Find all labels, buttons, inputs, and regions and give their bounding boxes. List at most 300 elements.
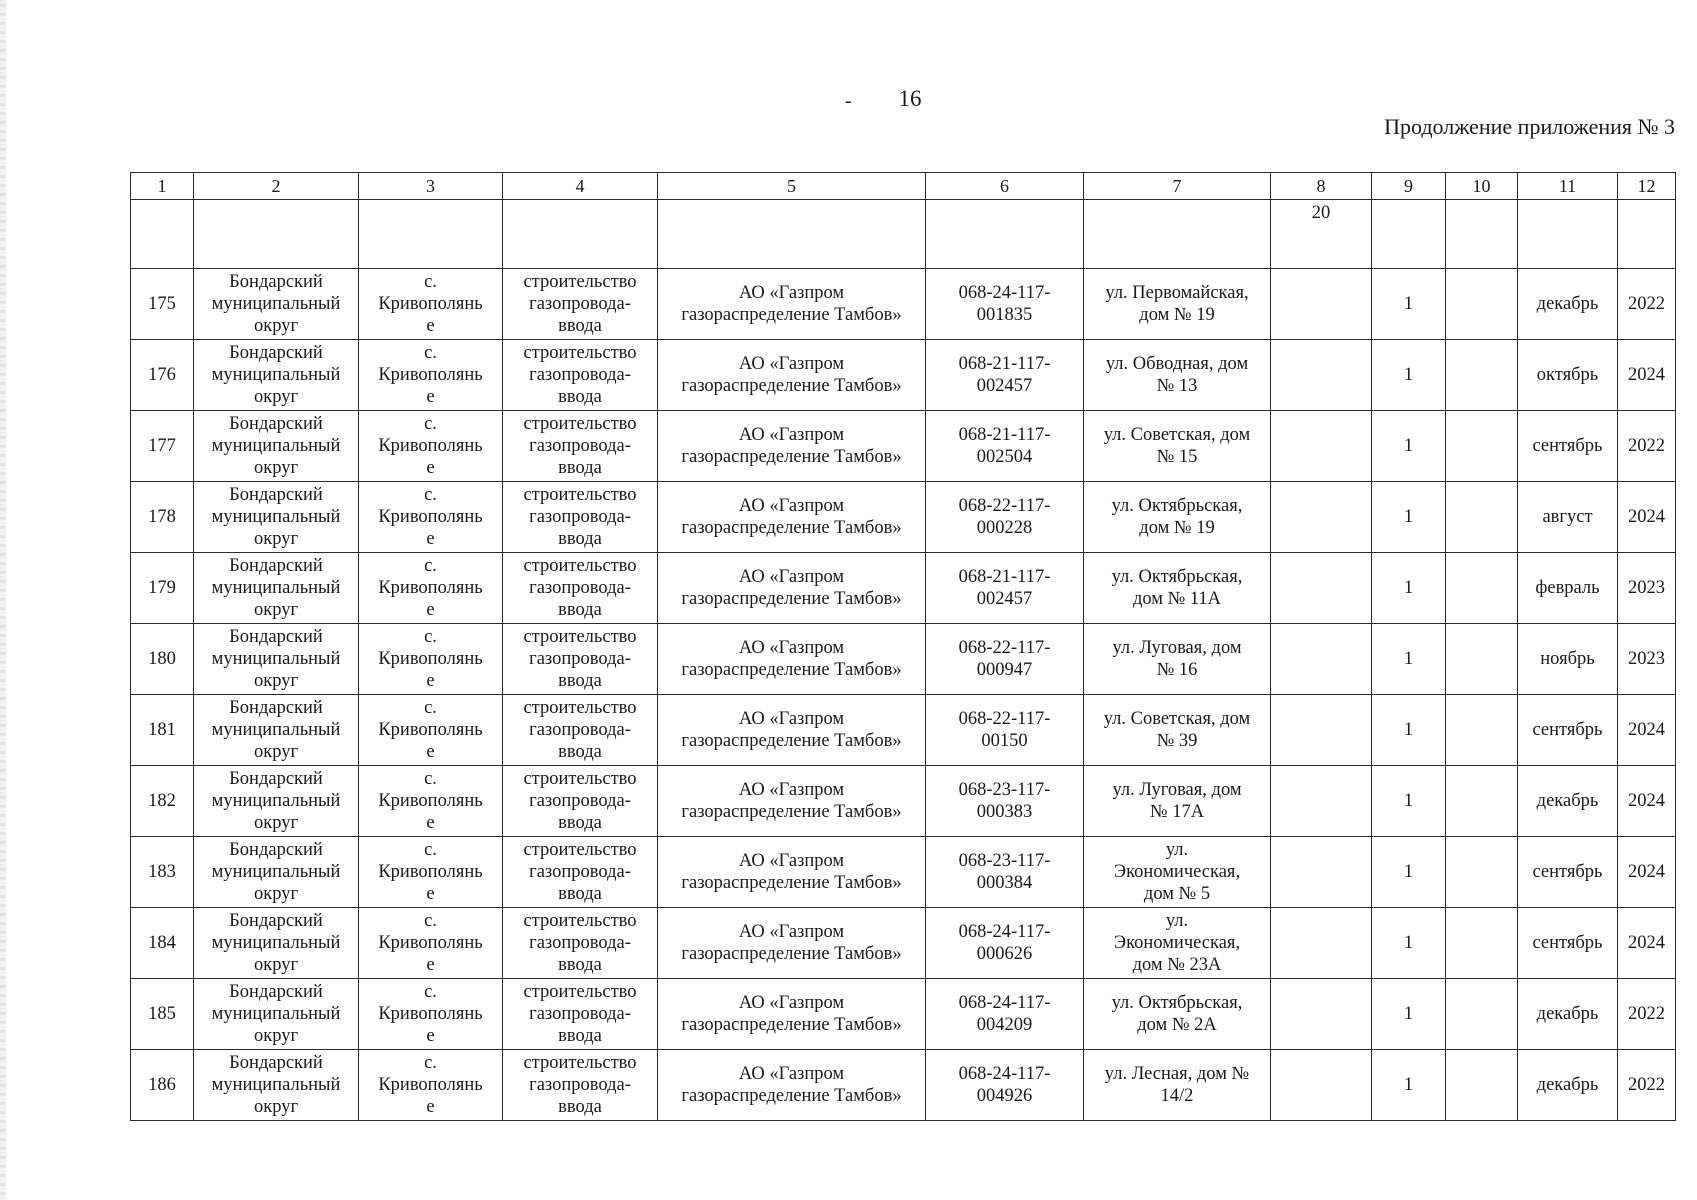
org-cell bbox=[658, 766, 926, 837]
cell-line: с. bbox=[424, 840, 437, 860]
cell-line: муниципальный bbox=[211, 578, 341, 598]
cell-line: Бондарский bbox=[229, 556, 323, 576]
cell-line: 004926 bbox=[976, 1086, 1033, 1106]
cell-line: строительство bbox=[523, 911, 637, 931]
cell-line: муниципальный bbox=[211, 436, 341, 456]
cell-line: строительство bbox=[523, 1053, 637, 1073]
cell-line: Кривополянь bbox=[378, 1004, 483, 1024]
cell-line: округ bbox=[253, 813, 299, 833]
village-cell bbox=[359, 979, 503, 1050]
cell-text: 2022 bbox=[1628, 1075, 1665, 1095]
cell-line: муниципальный bbox=[211, 649, 341, 669]
cell-line: с. bbox=[424, 698, 437, 718]
code-cell bbox=[926, 1050, 1084, 1121]
cell-text: декабрь bbox=[1536, 1075, 1599, 1095]
empty-cell bbox=[1271, 695, 1372, 766]
cell-text: сентябрь bbox=[1532, 933, 1603, 953]
month-cell bbox=[1518, 340, 1618, 411]
address-cell bbox=[1084, 340, 1271, 411]
cell-line: Бондарский bbox=[229, 485, 323, 505]
cell-line: газораспределение Тамбов» bbox=[681, 376, 902, 396]
month-cell bbox=[1518, 624, 1618, 695]
cell-text: 1 bbox=[1403, 720, 1414, 740]
work-cell bbox=[503, 269, 658, 340]
cell-line: газораспределение Тамбов» bbox=[681, 518, 902, 538]
cell-line: Бондарский bbox=[229, 343, 323, 363]
cell-line: муниципальный bbox=[211, 720, 341, 740]
cell-line: № 15 bbox=[1156, 447, 1198, 467]
address-cell bbox=[1084, 411, 1271, 482]
cell-line: № 13 bbox=[1156, 376, 1198, 396]
qty-cell bbox=[1372, 695, 1446, 766]
cell-line: с. bbox=[424, 414, 437, 434]
month-cell bbox=[1518, 411, 1618, 482]
empty-cell bbox=[1271, 340, 1372, 411]
empty-cell bbox=[1446, 411, 1518, 482]
work-cell bbox=[503, 340, 658, 411]
cell-line: № 39 bbox=[1156, 731, 1198, 751]
org-cell bbox=[658, 837, 926, 908]
num-cell bbox=[131, 269, 194, 340]
cell-line: 001835 bbox=[976, 305, 1033, 325]
cell-line: муниципальный bbox=[211, 507, 341, 527]
table-row bbox=[131, 979, 1676, 1050]
cell-line: 068-24-117- bbox=[958, 283, 1051, 303]
table-cell bbox=[1271, 200, 1372, 269]
cell-line: АО «Газпром bbox=[738, 709, 845, 729]
cell-line: ул. Обводная, дом bbox=[1105, 354, 1249, 374]
spacer-row bbox=[131, 200, 1676, 269]
cell-text: 181 bbox=[148, 720, 176, 740]
month-cell bbox=[1518, 553, 1618, 624]
work-cell bbox=[503, 1050, 658, 1121]
column-header: 6 bbox=[926, 173, 1084, 200]
cell-line: е bbox=[426, 955, 435, 975]
cell-line: газораспределение Тамбов» bbox=[681, 589, 902, 609]
cell-line: 000947 bbox=[976, 660, 1033, 680]
cell-line: е bbox=[426, 600, 435, 620]
cell-line: АО «Газпром bbox=[738, 1064, 845, 1084]
table-cell bbox=[503, 200, 658, 269]
empty-cell bbox=[1446, 979, 1518, 1050]
village-cell bbox=[359, 624, 503, 695]
table-row bbox=[131, 908, 1676, 979]
num-cell bbox=[131, 837, 194, 908]
cell-line: ввода bbox=[558, 600, 602, 620]
cell-text: 183 bbox=[148, 862, 176, 882]
table-row bbox=[131, 340, 1676, 411]
district-cell bbox=[194, 837, 359, 908]
cell-line: 068-22-117- bbox=[958, 709, 1051, 729]
cell-line: Кривополянь bbox=[378, 1075, 483, 1095]
cell-line: округ bbox=[253, 742, 299, 762]
month-cell bbox=[1518, 837, 1618, 908]
empty-cell bbox=[1446, 1050, 1518, 1121]
cell-line: е bbox=[426, 1026, 435, 1046]
cell-line: муниципальный bbox=[211, 294, 341, 314]
qty-cell bbox=[1372, 766, 1446, 837]
cell-line: е bbox=[426, 813, 435, 833]
cell-line: Кривополянь bbox=[378, 365, 483, 385]
table-cell bbox=[359, 200, 503, 269]
cell-line: строительство bbox=[523, 769, 637, 789]
cell-line: с. bbox=[424, 343, 437, 363]
scan-edge bbox=[0, 0, 6, 1200]
cell-line: газопровода- bbox=[529, 436, 631, 456]
cell-line: Кривополянь bbox=[378, 862, 483, 882]
empty-cell bbox=[1271, 624, 1372, 695]
page-mark: - bbox=[845, 90, 852, 112]
address-cell bbox=[1084, 837, 1271, 908]
code-cell bbox=[926, 908, 1084, 979]
cell-line: 068-24-117- bbox=[958, 1064, 1051, 1084]
empty-cell bbox=[1446, 553, 1518, 624]
cell-text: 1 bbox=[1403, 365, 1414, 385]
cell-line: е bbox=[426, 316, 435, 336]
cell-line: 068-21-117- bbox=[958, 354, 1051, 374]
rows-body bbox=[131, 269, 1676, 1121]
cell-text: 2024 bbox=[1628, 507, 1665, 527]
cell-line: 068-22-117- bbox=[958, 496, 1051, 516]
cell-line: ввода bbox=[558, 387, 602, 407]
work-cell bbox=[503, 695, 658, 766]
cell-line: муниципальный bbox=[211, 862, 341, 882]
cell-text: 184 bbox=[148, 933, 176, 953]
appendix-note: Продолжение приложения № 3 bbox=[1384, 114, 1675, 139]
cell-line: Кривополянь bbox=[378, 436, 483, 456]
cell-line: строительство bbox=[523, 485, 637, 505]
empty-cell bbox=[1271, 979, 1372, 1050]
cell-line: строительство bbox=[523, 982, 637, 1002]
village-cell bbox=[359, 837, 503, 908]
cell-line: АО «Газпром bbox=[738, 425, 845, 445]
cell-line: ввода bbox=[558, 1026, 602, 1046]
cell-text: 1 bbox=[1403, 933, 1414, 953]
cell-line: Кривополянь bbox=[378, 649, 483, 669]
cell-text: 2024 bbox=[1628, 791, 1665, 811]
empty-cell bbox=[1446, 482, 1518, 553]
address-cell bbox=[1084, 979, 1271, 1050]
district-cell bbox=[194, 1050, 359, 1121]
code-cell bbox=[926, 553, 1084, 624]
empty-cell bbox=[1271, 1050, 1372, 1121]
address-cell bbox=[1084, 766, 1271, 837]
address-cell bbox=[1084, 482, 1271, 553]
cell-line: 068-23-117- bbox=[958, 851, 1051, 871]
village-cell bbox=[359, 411, 503, 482]
empty-cell bbox=[1271, 482, 1372, 553]
cell-line: АО «Газпром bbox=[738, 922, 845, 942]
cell-line: газопровода- bbox=[529, 365, 631, 385]
empty-cell bbox=[1446, 340, 1518, 411]
village-cell bbox=[359, 340, 503, 411]
cell-text: 2022 bbox=[1628, 436, 1665, 456]
org-cell bbox=[658, 553, 926, 624]
cell-line: 068-24-117- bbox=[958, 922, 1051, 942]
cell-line: 068-23-117- bbox=[958, 780, 1051, 800]
empty-cell bbox=[1446, 837, 1518, 908]
empty-cell bbox=[1271, 837, 1372, 908]
code-cell bbox=[926, 269, 1084, 340]
column-header: 7 bbox=[1084, 173, 1271, 200]
year-cell bbox=[1618, 340, 1676, 411]
cell-text: 179 bbox=[148, 578, 176, 598]
cell-line: Бондарский bbox=[229, 982, 323, 1002]
empty-cell bbox=[1446, 766, 1518, 837]
qty-cell bbox=[1372, 624, 1446, 695]
cell-line: с. bbox=[424, 1053, 437, 1073]
cell-line: дом № 19 bbox=[1139, 518, 1215, 538]
district-cell bbox=[194, 908, 359, 979]
cell-line: Бондарский bbox=[229, 1053, 323, 1073]
district-cell bbox=[194, 624, 359, 695]
cell-text: 2024 bbox=[1628, 720, 1665, 740]
cell-line: дом № 23А bbox=[1132, 955, 1222, 975]
cell-line: АО «Газпром bbox=[738, 780, 845, 800]
empty-cell bbox=[1271, 908, 1372, 979]
cell-text: сентябрь bbox=[1532, 720, 1603, 740]
qty-cell bbox=[1372, 482, 1446, 553]
cell-text: сентябрь bbox=[1532, 862, 1603, 882]
cell-line: дом № 5 bbox=[1143, 884, 1211, 904]
code-cell bbox=[926, 411, 1084, 482]
cell-line: с. bbox=[424, 627, 437, 647]
year-cell bbox=[1618, 624, 1676, 695]
cell-line: газораспределение Тамбов» bbox=[681, 447, 902, 467]
column-header: 4 bbox=[503, 173, 658, 200]
num-cell bbox=[131, 695, 194, 766]
cell-line: е bbox=[426, 671, 435, 691]
cell-line: ввода bbox=[558, 671, 602, 691]
cell-line: округ bbox=[253, 458, 299, 478]
code-cell bbox=[926, 979, 1084, 1050]
column-header: 3 bbox=[359, 173, 503, 200]
cell-line: строительство bbox=[523, 414, 637, 434]
district-cell bbox=[194, 979, 359, 1050]
work-cell bbox=[503, 482, 658, 553]
cell-line: газопровода- bbox=[529, 507, 631, 527]
cell-line: е bbox=[426, 458, 435, 478]
work-cell bbox=[503, 411, 658, 482]
column-header: 10 bbox=[1446, 173, 1518, 200]
cell-text: октябрь bbox=[1536, 365, 1599, 385]
cell-line: Бондарский bbox=[229, 272, 323, 292]
cell-line: Кривополянь bbox=[378, 933, 483, 953]
address-cell bbox=[1084, 553, 1271, 624]
cell-line: муниципальный bbox=[211, 365, 341, 385]
cell-line: Кривополянь bbox=[378, 578, 483, 598]
cell-line: 002457 bbox=[976, 589, 1033, 609]
cell-text: декабрь bbox=[1536, 791, 1599, 811]
table-row bbox=[131, 837, 1676, 908]
cell-line: 068-21-117- bbox=[958, 425, 1051, 445]
year-cell bbox=[1618, 1050, 1676, 1121]
table-cell bbox=[1618, 200, 1676, 269]
cell-line: округ bbox=[253, 316, 299, 336]
district-cell bbox=[194, 766, 359, 837]
cell-line: ввода bbox=[558, 1097, 602, 1117]
cell-line: Бондарский bbox=[229, 698, 323, 718]
cell-line: с. bbox=[424, 982, 437, 1002]
cell-text: 1 bbox=[1403, 578, 1414, 598]
cell-line: дом № 2А bbox=[1137, 1015, 1217, 1035]
cell-line: с. bbox=[424, 272, 437, 292]
code-cell bbox=[926, 624, 1084, 695]
cell-line: газораспределение Тамбов» bbox=[681, 305, 902, 325]
year-cell bbox=[1618, 837, 1676, 908]
cell-line: строительство bbox=[523, 840, 637, 860]
address-cell bbox=[1084, 1050, 1271, 1121]
year-cell bbox=[1618, 695, 1676, 766]
cell-line: газораспределение Тамбов» bbox=[681, 802, 902, 822]
district-cell bbox=[194, 553, 359, 624]
cell-line: округ bbox=[253, 955, 299, 975]
cell-text: 177 bbox=[148, 436, 176, 456]
cell-text: 176 bbox=[148, 365, 176, 385]
cell-line: Бондарский bbox=[229, 627, 323, 647]
qty-cell bbox=[1372, 553, 1446, 624]
cell-line: ул. Советская, дом bbox=[1103, 709, 1251, 729]
code-cell bbox=[926, 695, 1084, 766]
qty-cell bbox=[1372, 979, 1446, 1050]
cell-line: ввода bbox=[558, 813, 602, 833]
cell-line: ввода bbox=[558, 955, 602, 975]
cell-line: ул. bbox=[1165, 840, 1189, 860]
num-cell bbox=[131, 340, 194, 411]
table-cell bbox=[926, 200, 1084, 269]
empty-cell bbox=[1271, 411, 1372, 482]
num-cell bbox=[131, 553, 194, 624]
month-cell bbox=[1518, 695, 1618, 766]
village-cell bbox=[359, 908, 503, 979]
table-cell bbox=[131, 200, 194, 269]
cell-line: 068-21-117- bbox=[958, 567, 1051, 587]
cell-line: газораспределение Тамбов» bbox=[681, 1015, 902, 1035]
cell-line: е bbox=[426, 884, 435, 904]
cell-line: АО «Газпром bbox=[738, 638, 845, 658]
cell-line: с. bbox=[424, 556, 437, 576]
table-cell bbox=[658, 200, 926, 269]
cell-line: ввода bbox=[558, 529, 602, 549]
cell-line: ул. Советская, дом bbox=[1103, 425, 1251, 445]
month-cell bbox=[1518, 1050, 1618, 1121]
cell-line: 068-24-117- bbox=[958, 993, 1051, 1013]
code-cell bbox=[926, 766, 1084, 837]
work-cell bbox=[503, 624, 658, 695]
cell-line: округ bbox=[253, 1097, 299, 1117]
cell-line: Бондарский bbox=[229, 414, 323, 434]
spacer-note: 20 bbox=[1311, 203, 1331, 223]
district-cell bbox=[194, 340, 359, 411]
qty-cell bbox=[1372, 1050, 1446, 1121]
cell-line: ввода bbox=[558, 458, 602, 478]
qty-cell bbox=[1372, 908, 1446, 979]
cell-text: 2024 bbox=[1628, 933, 1665, 953]
cell-line: округ bbox=[253, 1026, 299, 1046]
num-cell bbox=[131, 908, 194, 979]
cell-line: Бондарский bbox=[229, 911, 323, 931]
cell-line: 000383 bbox=[976, 802, 1033, 822]
cell-line: дом № 19 bbox=[1139, 305, 1215, 325]
cell-line: АО «Газпром bbox=[738, 993, 845, 1013]
cell-line: е bbox=[426, 387, 435, 407]
cell-line: строительство bbox=[523, 556, 637, 576]
table-cell bbox=[1446, 200, 1518, 269]
cell-line: ул. bbox=[1165, 911, 1189, 931]
district-cell bbox=[194, 695, 359, 766]
code-cell bbox=[926, 340, 1084, 411]
village-cell bbox=[359, 482, 503, 553]
cell-line: 000384 bbox=[976, 873, 1033, 893]
table-row bbox=[131, 695, 1676, 766]
cell-line: газопровода- bbox=[529, 649, 631, 669]
table-row bbox=[131, 766, 1676, 837]
address-cell bbox=[1084, 269, 1271, 340]
month-cell bbox=[1518, 766, 1618, 837]
cell-line: строительство bbox=[523, 343, 637, 363]
cell-text: 1 bbox=[1403, 1075, 1414, 1095]
cell-text: декабрь bbox=[1536, 294, 1599, 314]
district-cell bbox=[194, 269, 359, 340]
cell-line: газопровода- bbox=[529, 791, 631, 811]
cell-line: 14/2 bbox=[1160, 1086, 1194, 1106]
cell-text: 1 bbox=[1403, 649, 1414, 669]
cell-line: АО «Газпром bbox=[738, 283, 845, 303]
cell-line: газопровода- bbox=[529, 578, 631, 598]
empty-cell bbox=[1446, 908, 1518, 979]
table-row bbox=[131, 482, 1676, 553]
cell-text: 2023 bbox=[1628, 649, 1665, 669]
district-cell bbox=[194, 411, 359, 482]
cell-line: 002457 bbox=[976, 376, 1033, 396]
year-cell bbox=[1618, 908, 1676, 979]
year-cell bbox=[1618, 979, 1676, 1050]
cell-line: 000228 bbox=[976, 518, 1033, 538]
empty-cell bbox=[1446, 269, 1518, 340]
cell-text: 2023 bbox=[1628, 578, 1665, 598]
table-row bbox=[131, 1050, 1676, 1121]
cell-line: ул. Первомайская, bbox=[1105, 283, 1249, 303]
column-header: 5 bbox=[658, 173, 926, 200]
month-cell bbox=[1518, 482, 1618, 553]
cell-text: 1 bbox=[1403, 862, 1414, 882]
cell-text: 185 bbox=[148, 1004, 176, 1024]
cell-line: е bbox=[426, 529, 435, 549]
empty-cell bbox=[1271, 269, 1372, 340]
cell-line: ввода bbox=[558, 316, 602, 336]
table-cell bbox=[1518, 200, 1618, 269]
cell-line: Экономическая, bbox=[1113, 862, 1241, 882]
cell-line: муниципальный bbox=[211, 933, 341, 953]
cell-line: ул. Луговая, дом bbox=[1112, 638, 1242, 658]
cell-line: АО «Газпром bbox=[738, 496, 845, 516]
cell-text: 2022 bbox=[1628, 294, 1665, 314]
cell-line: № 16 bbox=[1156, 660, 1198, 680]
cell-line: ввода bbox=[558, 742, 602, 762]
cell-line: 068-22-117- bbox=[958, 638, 1051, 658]
num-cell bbox=[131, 482, 194, 553]
cell-line: 004209 bbox=[976, 1015, 1033, 1035]
table-row bbox=[131, 269, 1676, 340]
cell-line: Кривополянь bbox=[378, 294, 483, 314]
cell-line: ул. Лесная, дом № bbox=[1104, 1064, 1250, 1084]
table-row bbox=[131, 624, 1676, 695]
code-cell bbox=[926, 482, 1084, 553]
village-cell bbox=[359, 766, 503, 837]
cell-line: е bbox=[426, 1097, 435, 1117]
year-cell bbox=[1618, 411, 1676, 482]
cell-text: август bbox=[1542, 507, 1593, 527]
